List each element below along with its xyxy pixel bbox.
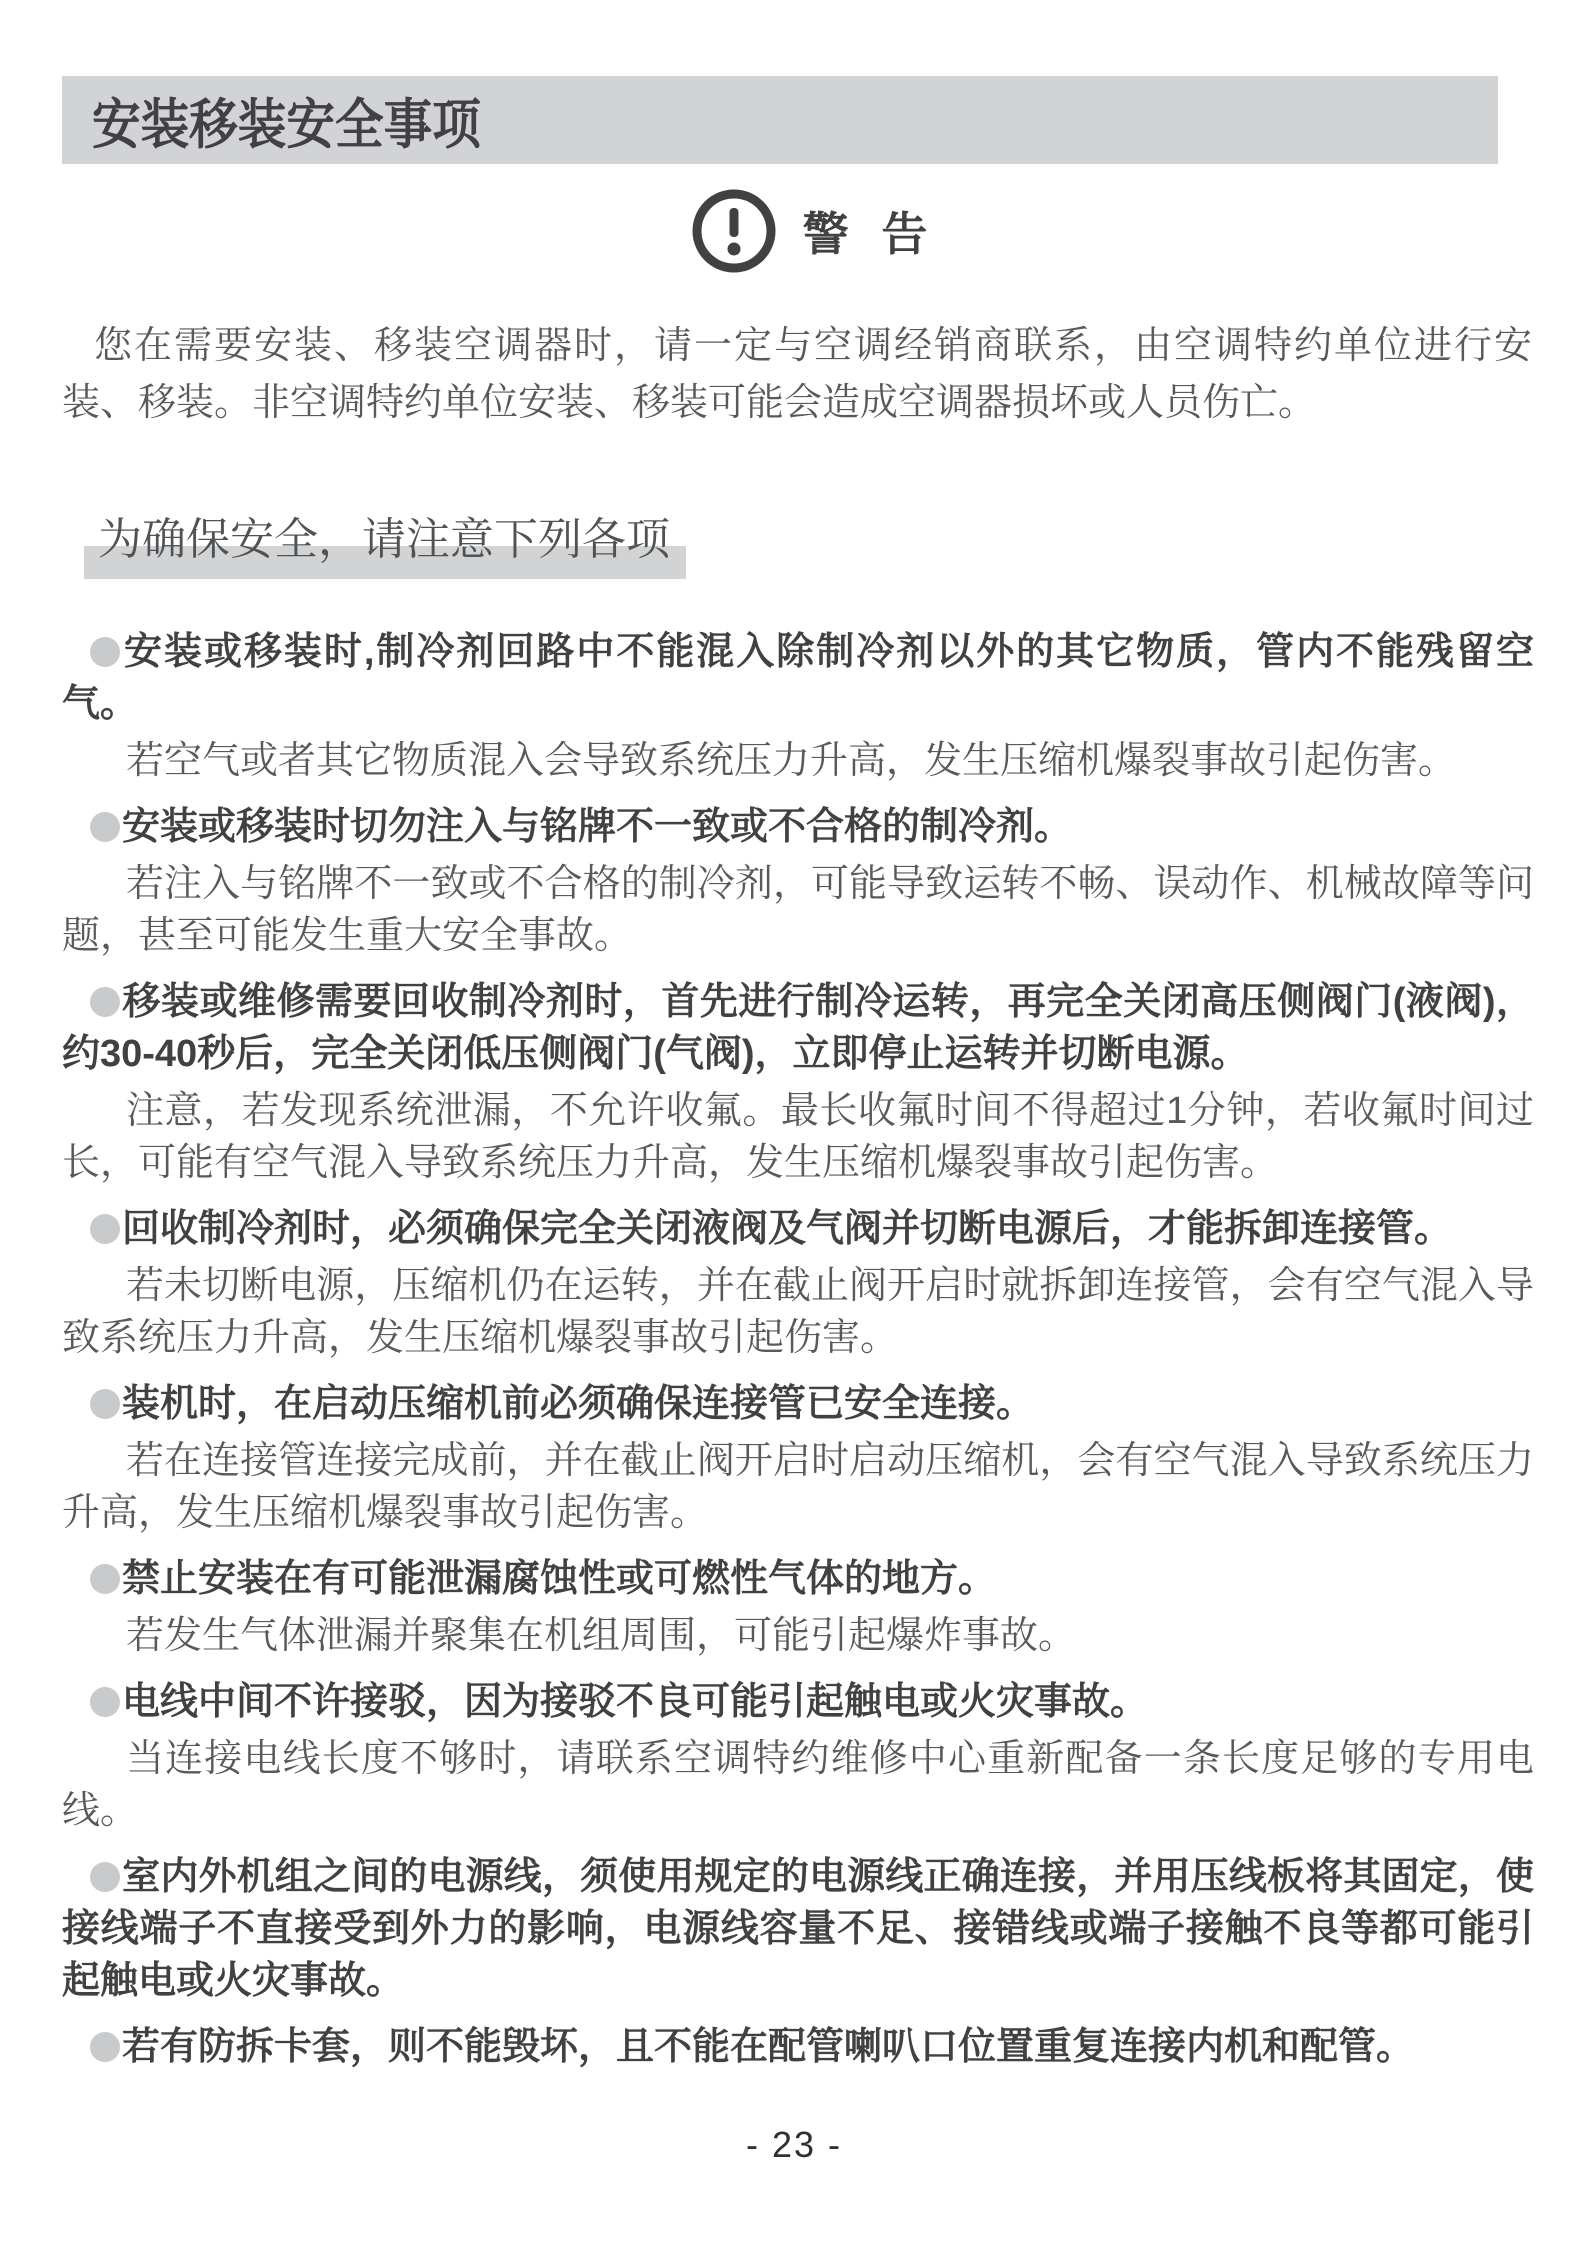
list-item	[62, 1553, 1534, 1662]
list-item	[62, 976, 1534, 1189]
page-number: - 23 -	[745, 2124, 843, 2165]
note-headline-text: 回收制冷剂时，必须确保完全关闭液阀及气阀并切断电源后，才能拆卸连接管。	[122, 1208, 1453, 1250]
bullet-icon	[90, 1564, 120, 1594]
list-item	[62, 626, 1534, 787]
bullet-icon	[90, 2032, 120, 2062]
note-headline	[62, 2021, 1534, 2073]
exclamation-circle-icon	[691, 188, 777, 274]
note-detail: 若在连接管连接完成前，并在截止阀开启时启动压缩机，会有空气混入导致系统压力升高，发生压缩机爆裂事故引起伤害。	[62, 1440, 1534, 1534]
note-headline	[62, 1203, 1534, 1255]
note-headline	[62, 1378, 1534, 1430]
note-headline-text: 安装或移装时切勿注入与铭牌不一致或不合格的制冷剂。	[122, 806, 1073, 848]
note-detail: 当连接电线长度不够时，请联系空调特约维修中心重新配备一条长度足够的专用电线。	[62, 1738, 1534, 1832]
note-detail: 若未切断电源，压缩机仍在运转，并在截止阀开启时就拆卸连接管，会有空气混入导致系统压力升高，发生压缩机爆裂事故引起伤害。	[62, 1265, 1534, 1359]
section-heading	[84, 514, 686, 565]
list-item	[62, 801, 1534, 962]
note-detail: 注意，若发现系统泄漏，不允许收氟。最长收氟时间不得超过1分钟，若收氟时间过长，可能有空气混入导致系统压力升高，发生压缩机爆裂事故引起伤害。	[62, 1090, 1534, 1184]
section-heading-text: 为确保安全，请注意下列各项	[98, 515, 670, 564]
safety-notes-list	[62, 626, 1534, 2073]
list-item	[62, 2021, 1534, 2073]
warning-banner	[0, 188, 1588, 274]
page-title-bar	[62, 76, 1498, 164]
note-headline-text: 电线中间不许接驳，因为接驳不良可能引起触电或火灾事故。	[122, 1681, 1149, 1723]
bullet-icon	[90, 1687, 120, 1717]
note-headline-text: 安装或移装时,制冷剂回路中不能混入除制冷剂以外的其它物质，管内不能残留空气。	[62, 631, 1534, 725]
bullet-icon	[90, 1862, 120, 1892]
note-headline	[62, 1553, 1534, 1605]
note-headline-text: 禁止安装在有可能泄漏腐蚀性或可燃性气体的地方。	[122, 1558, 997, 1600]
list-item	[62, 1203, 1534, 1364]
bullet-icon	[90, 637, 120, 667]
intro-paragraph: 您在需要安装、移装空调器时，请一定与空调经销商联系，由空调特约单位进行安装、移装。非空调特约单位安装、移装可能会造成空调器损坏或人员伤亡。	[62, 325, 1532, 424]
bullet-icon	[90, 812, 120, 842]
page-title: 安装移装安全事项	[92, 94, 481, 155]
bullet-icon	[90, 1389, 120, 1419]
note-detail: 若注入与铭牌不一致或不合格的制冷剂，可能导致运转不畅、误动作、机械故障等问题，甚至可能发生重大安全事故。	[62, 863, 1534, 957]
note-headline-text: 移装或维修需要回收制冷剂时，首先进行制冷运转，再完全关闭高压侧阀门(液阀)，约30-40秒后，完全关闭低压侧阀门(气阀)，立即停止运转并切断电源。	[62, 981, 1534, 1075]
list-item	[62, 1676, 1534, 1837]
note-headline	[62, 1676, 1534, 1728]
note-headline-text: 装机时，在启动压缩机前必须确保连接管已安全连接。	[122, 1383, 1035, 1425]
note-headline	[62, 976, 1534, 1080]
note-detail: 若发生气体泄漏并聚集在机组周围，可能引起爆炸事故。	[126, 1615, 1077, 1657]
bullet-icon	[90, 987, 120, 1017]
note-headline	[62, 1851, 1534, 2007]
warning-label: 警 告	[802, 208, 938, 260]
note-headline	[62, 801, 1534, 853]
note-headline	[62, 626, 1534, 730]
list-item	[62, 1378, 1534, 1539]
note-headline-text: 若有防拆卡套，则不能毁坏，且不能在配管喇叭口位置重复连接内机和配管。	[122, 2026, 1415, 2068]
bullet-icon	[90, 1214, 120, 1244]
note-headline-text: 室内外机组之间的电源线，须使用规定的电源线正确连接，并用压线板将其固定，使接线端子不直接受到外力的影响，电源线容量不足、接错线或端子接触不良等都可能引起触电或火灾事故。	[62, 1856, 1534, 2002]
list-item	[62, 1851, 1534, 2007]
note-detail: 若空气或者其它物质混入会导致系统压力升高，发生压缩机爆裂事故引起伤害。	[126, 740, 1457, 782]
